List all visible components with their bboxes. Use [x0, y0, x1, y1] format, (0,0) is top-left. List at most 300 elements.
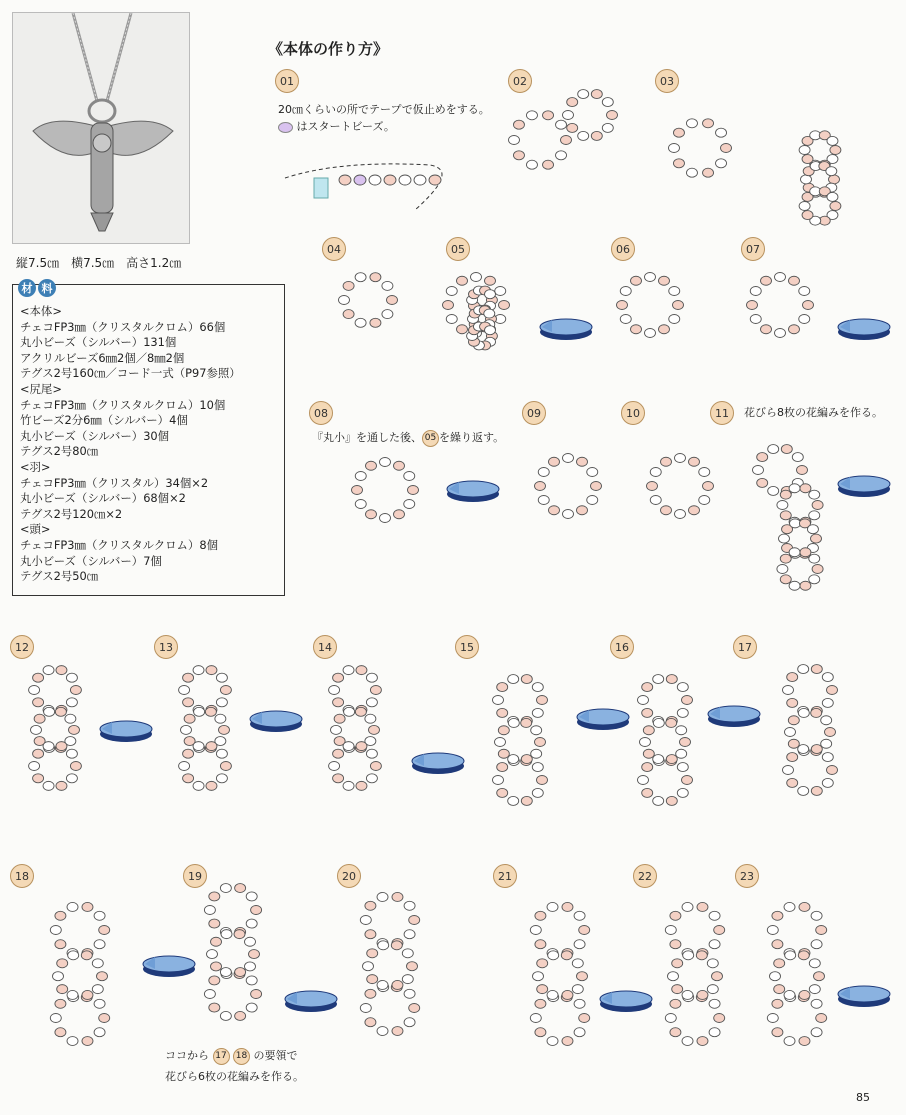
bead [50, 926, 61, 935]
bead [811, 1028, 822, 1037]
bead [549, 506, 560, 515]
bead [532, 708, 543, 717]
bead [65, 714, 76, 723]
bead [578, 90, 589, 99]
bead [811, 786, 822, 795]
bead [675, 510, 686, 519]
bead [812, 565, 823, 574]
bead [774, 985, 785, 994]
bead [567, 123, 578, 132]
bead [532, 788, 543, 797]
bead [670, 940, 681, 949]
bead [355, 707, 366, 716]
bead [617, 301, 628, 310]
bead [377, 980, 388, 989]
bead [360, 1004, 371, 1013]
bead [826, 167, 837, 176]
bead [567, 98, 578, 107]
step-badge: 19 [183, 864, 207, 888]
bead [812, 501, 823, 510]
bead [329, 686, 340, 695]
bead [414, 175, 426, 185]
step-badge: 23 [735, 864, 759, 888]
bead [689, 506, 700, 515]
bead [67, 902, 78, 911]
bead [329, 762, 340, 771]
bead [830, 146, 841, 155]
bead [777, 565, 788, 574]
bead [68, 951, 79, 960]
bead [209, 919, 220, 928]
bead [216, 749, 227, 758]
bead [821, 739, 832, 748]
bead [822, 753, 833, 762]
bead [92, 959, 103, 968]
bead [497, 683, 508, 692]
bead [404, 1018, 415, 1027]
bead [29, 686, 40, 695]
bead [387, 296, 398, 305]
bead [193, 781, 204, 790]
bead [642, 763, 653, 772]
bead [747, 301, 758, 310]
bead [787, 778, 798, 787]
bead [220, 762, 231, 771]
bead [365, 1018, 376, 1027]
bead [811, 940, 822, 949]
bead [709, 999, 720, 1008]
note-step19-text: の要領で [253, 1049, 298, 1062]
bead [799, 902, 810, 911]
note-step19-line2: 花びら6枚の花編みを作る。 [165, 1070, 304, 1083]
bead [563, 510, 574, 519]
bead [750, 287, 761, 296]
bead [780, 575, 791, 584]
bead [339, 175, 351, 185]
bead [43, 781, 54, 790]
bead [206, 666, 217, 675]
bead [535, 911, 546, 920]
bead [377, 1027, 388, 1036]
step-badge: 02 [508, 69, 532, 93]
bead [650, 496, 661, 505]
bead [234, 930, 245, 939]
bead [709, 911, 720, 920]
bead [56, 742, 67, 751]
bead [207, 950, 218, 959]
bead [549, 457, 560, 466]
bead [457, 325, 468, 334]
bead [66, 749, 77, 758]
bead [677, 683, 688, 692]
bead [562, 990, 573, 999]
bead [784, 1037, 795, 1046]
bead [788, 739, 799, 748]
bead [801, 175, 812, 184]
bead [757, 453, 768, 462]
bead [673, 128, 684, 137]
note-step08 [312, 429, 504, 447]
bead [485, 276, 496, 285]
bead [365, 714, 376, 723]
bead [33, 698, 44, 707]
bead [811, 911, 822, 920]
bead [57, 959, 68, 968]
bead [809, 985, 820, 994]
bead [665, 926, 676, 935]
bead [697, 902, 708, 911]
bead [343, 742, 354, 751]
bead [380, 514, 391, 523]
step-badge: 17 [733, 635, 757, 659]
note-step11: 花びら8枚の花編みを作る。 [744, 406, 883, 419]
bead [429, 175, 441, 185]
step-badge: 08 [309, 401, 333, 425]
bead [56, 666, 67, 675]
bead [366, 673, 377, 682]
bead [251, 906, 262, 915]
bead [784, 902, 795, 911]
bead [799, 287, 810, 296]
bead [535, 738, 546, 747]
bead [822, 778, 833, 787]
bead [380, 458, 391, 467]
bead [772, 940, 783, 949]
bead [620, 287, 631, 296]
bead [677, 763, 688, 772]
bead [830, 202, 841, 211]
bead [339, 296, 350, 305]
bead [532, 683, 543, 692]
bead [814, 972, 825, 981]
bead [333, 749, 344, 758]
bead [772, 911, 783, 920]
bead [772, 999, 783, 1008]
bead [653, 675, 664, 684]
bead [798, 665, 809, 674]
bead [493, 696, 504, 705]
bead [220, 1011, 231, 1020]
bead [714, 1014, 725, 1023]
bead [659, 276, 670, 285]
bead [402, 975, 413, 984]
bead [382, 281, 393, 290]
bead [591, 90, 602, 99]
bead [770, 972, 781, 981]
bead [659, 325, 670, 334]
bead [70, 762, 81, 771]
bead [352, 486, 363, 495]
bead [82, 902, 93, 911]
bead [653, 796, 664, 805]
bead [181, 725, 192, 734]
bead [526, 160, 537, 169]
bead [767, 926, 778, 935]
bead [689, 457, 700, 466]
step-badge: 04 [322, 237, 346, 261]
bead [707, 959, 718, 968]
bead [365, 989, 376, 998]
start-bead-swatch [278, 122, 293, 133]
bead [55, 707, 66, 716]
bead [631, 276, 642, 285]
bead [827, 192, 838, 201]
bead [370, 273, 381, 282]
dimensions: 縦7.5㎝ 横7.5㎝ 高さ1.2㎝ [16, 256, 182, 270]
bead [709, 1028, 720, 1037]
bead [653, 755, 664, 764]
bead [355, 273, 366, 282]
bead [827, 136, 838, 145]
bead [55, 911, 66, 920]
bead [366, 749, 377, 758]
bead [33, 749, 44, 758]
bead [643, 749, 654, 758]
bead [526, 111, 537, 120]
bead [530, 1014, 541, 1023]
bead [682, 902, 693, 911]
bead [69, 725, 80, 734]
bead [809, 575, 820, 584]
bead [602, 98, 613, 107]
bead [703, 119, 714, 128]
bead [246, 976, 257, 985]
bead [356, 742, 367, 751]
bead [183, 698, 194, 707]
bead [661, 457, 672, 466]
materials-line: 丸小ビーズ（シルバー）30個 [20, 428, 170, 443]
bead [811, 999, 822, 1008]
bead [699, 496, 710, 505]
step-ref: 05 [422, 430, 439, 447]
bead [509, 136, 520, 145]
bead [31, 725, 42, 734]
bead [799, 990, 810, 999]
bead [246, 1003, 257, 1012]
bead [781, 445, 792, 454]
bead [407, 962, 418, 971]
bead [642, 788, 653, 797]
bead [789, 581, 800, 590]
bead [784, 990, 795, 999]
bead [562, 1037, 573, 1046]
bead [548, 951, 559, 960]
bead [790, 519, 801, 528]
bead [531, 726, 542, 735]
bead [446, 315, 457, 324]
bead [370, 762, 381, 771]
bead [249, 950, 260, 959]
bead [775, 273, 786, 282]
materials-line: チェコFP3㎜（クリスタルクロム）66個 [20, 319, 226, 334]
bead [33, 673, 44, 682]
bead [355, 318, 366, 327]
bead [82, 990, 93, 999]
bead [785, 728, 796, 737]
bead [811, 665, 822, 674]
bead [661, 506, 672, 515]
bead [607, 111, 618, 120]
bead [686, 168, 697, 177]
bead [94, 940, 105, 949]
bead [366, 461, 377, 470]
bead [220, 884, 231, 893]
bead [537, 776, 548, 785]
bead [789, 484, 800, 493]
bead [631, 325, 642, 334]
bead [367, 975, 378, 984]
bead [561, 136, 572, 145]
bead [219, 725, 230, 734]
bead [620, 315, 631, 324]
bead [547, 902, 558, 911]
materials-line: テグス2号160㎝／コード一式（P97参照） [20, 366, 241, 381]
note-start-bead-text: はスタートビーズ。 [296, 120, 395, 133]
bead [547, 990, 558, 999]
bead [495, 287, 506, 296]
bead [179, 762, 190, 771]
bead [333, 698, 344, 707]
bead [392, 1027, 403, 1036]
bead [785, 951, 796, 960]
bead [535, 1028, 546, 1037]
bead [29, 762, 40, 771]
materials-line: 竹ビーズ2分6㎜（シルバー）4個 [20, 413, 188, 428]
bead [183, 774, 194, 783]
bead [798, 951, 809, 960]
materials-line: チェコFP3㎜（クリスタル）34個×2 [20, 475, 209, 490]
bead [360, 916, 371, 925]
bead [209, 976, 220, 985]
bead [798, 745, 809, 754]
bead [572, 959, 583, 968]
bead [356, 781, 367, 790]
bead [714, 926, 725, 935]
bead [574, 1028, 585, 1037]
bead [666, 718, 677, 727]
materials-line: 丸小ビーズ（シルバー）7個 [20, 553, 162, 568]
bead [394, 510, 405, 519]
bead [97, 972, 108, 981]
bead [369, 725, 380, 734]
bead [343, 781, 354, 790]
bead [508, 755, 519, 764]
bead [211, 937, 222, 946]
bead [602, 123, 613, 132]
bead [676, 726, 687, 735]
bead [665, 1014, 676, 1023]
bead [67, 1037, 78, 1046]
bead [193, 742, 204, 751]
step-ref: 18 [233, 1048, 250, 1065]
bead [356, 666, 367, 675]
bead [493, 776, 504, 785]
bead [370, 686, 381, 695]
bead [537, 985, 548, 994]
bead [682, 990, 693, 999]
bead [561, 951, 572, 960]
bead [404, 901, 415, 910]
bead [377, 892, 388, 901]
note-step19-text: ココから [165, 1049, 209, 1062]
bead [789, 276, 800, 285]
bead [66, 698, 77, 707]
tape-icon [314, 178, 328, 198]
bead [70, 686, 81, 695]
bead [408, 486, 419, 495]
bead [206, 781, 217, 790]
bead [572, 985, 583, 994]
bead [761, 276, 772, 285]
bead [547, 1037, 558, 1046]
bead [471, 273, 482, 282]
section-title: 《本体の作り方》 [268, 40, 389, 58]
bead [650, 468, 661, 477]
bead [809, 511, 820, 520]
bead [753, 466, 764, 475]
bead [669, 144, 680, 153]
bead [499, 301, 510, 310]
bead [394, 461, 405, 470]
bead [344, 707, 355, 716]
bead [409, 1004, 420, 1013]
bead [587, 468, 598, 477]
bead [485, 326, 496, 335]
bead [798, 786, 809, 795]
bead [209, 1003, 220, 1012]
bead [800, 548, 811, 557]
bead [811, 745, 822, 754]
bead [578, 131, 589, 140]
bead [802, 155, 813, 164]
bead [404, 500, 415, 509]
materials-label-char: 料 [38, 279, 56, 297]
bead [670, 911, 681, 920]
bead [216, 673, 227, 682]
materials-line: テグス2号120㎝×2 [20, 506, 123, 521]
bead [67, 990, 78, 999]
bead [809, 959, 820, 968]
bead [392, 892, 403, 901]
step-badge: 21 [493, 864, 517, 888]
bead [531, 749, 542, 758]
bead [562, 902, 573, 911]
bead [666, 675, 677, 684]
bead [774, 959, 785, 968]
bead [686, 119, 697, 128]
bead [653, 718, 664, 727]
bead [563, 454, 574, 463]
bead [446, 287, 457, 296]
bead [209, 892, 220, 901]
bead [716, 159, 727, 168]
bead [563, 111, 574, 120]
bead [57, 985, 68, 994]
step-badge: 14 [313, 635, 337, 659]
bead [513, 120, 524, 129]
bead [343, 281, 354, 290]
bead [498, 726, 509, 735]
bead [672, 959, 683, 968]
bead [244, 962, 255, 971]
bead [783, 686, 794, 695]
bead [645, 329, 656, 338]
bead [787, 673, 798, 682]
bead [811, 708, 822, 717]
bead [697, 990, 708, 999]
bead [508, 718, 519, 727]
bead [757, 478, 768, 487]
